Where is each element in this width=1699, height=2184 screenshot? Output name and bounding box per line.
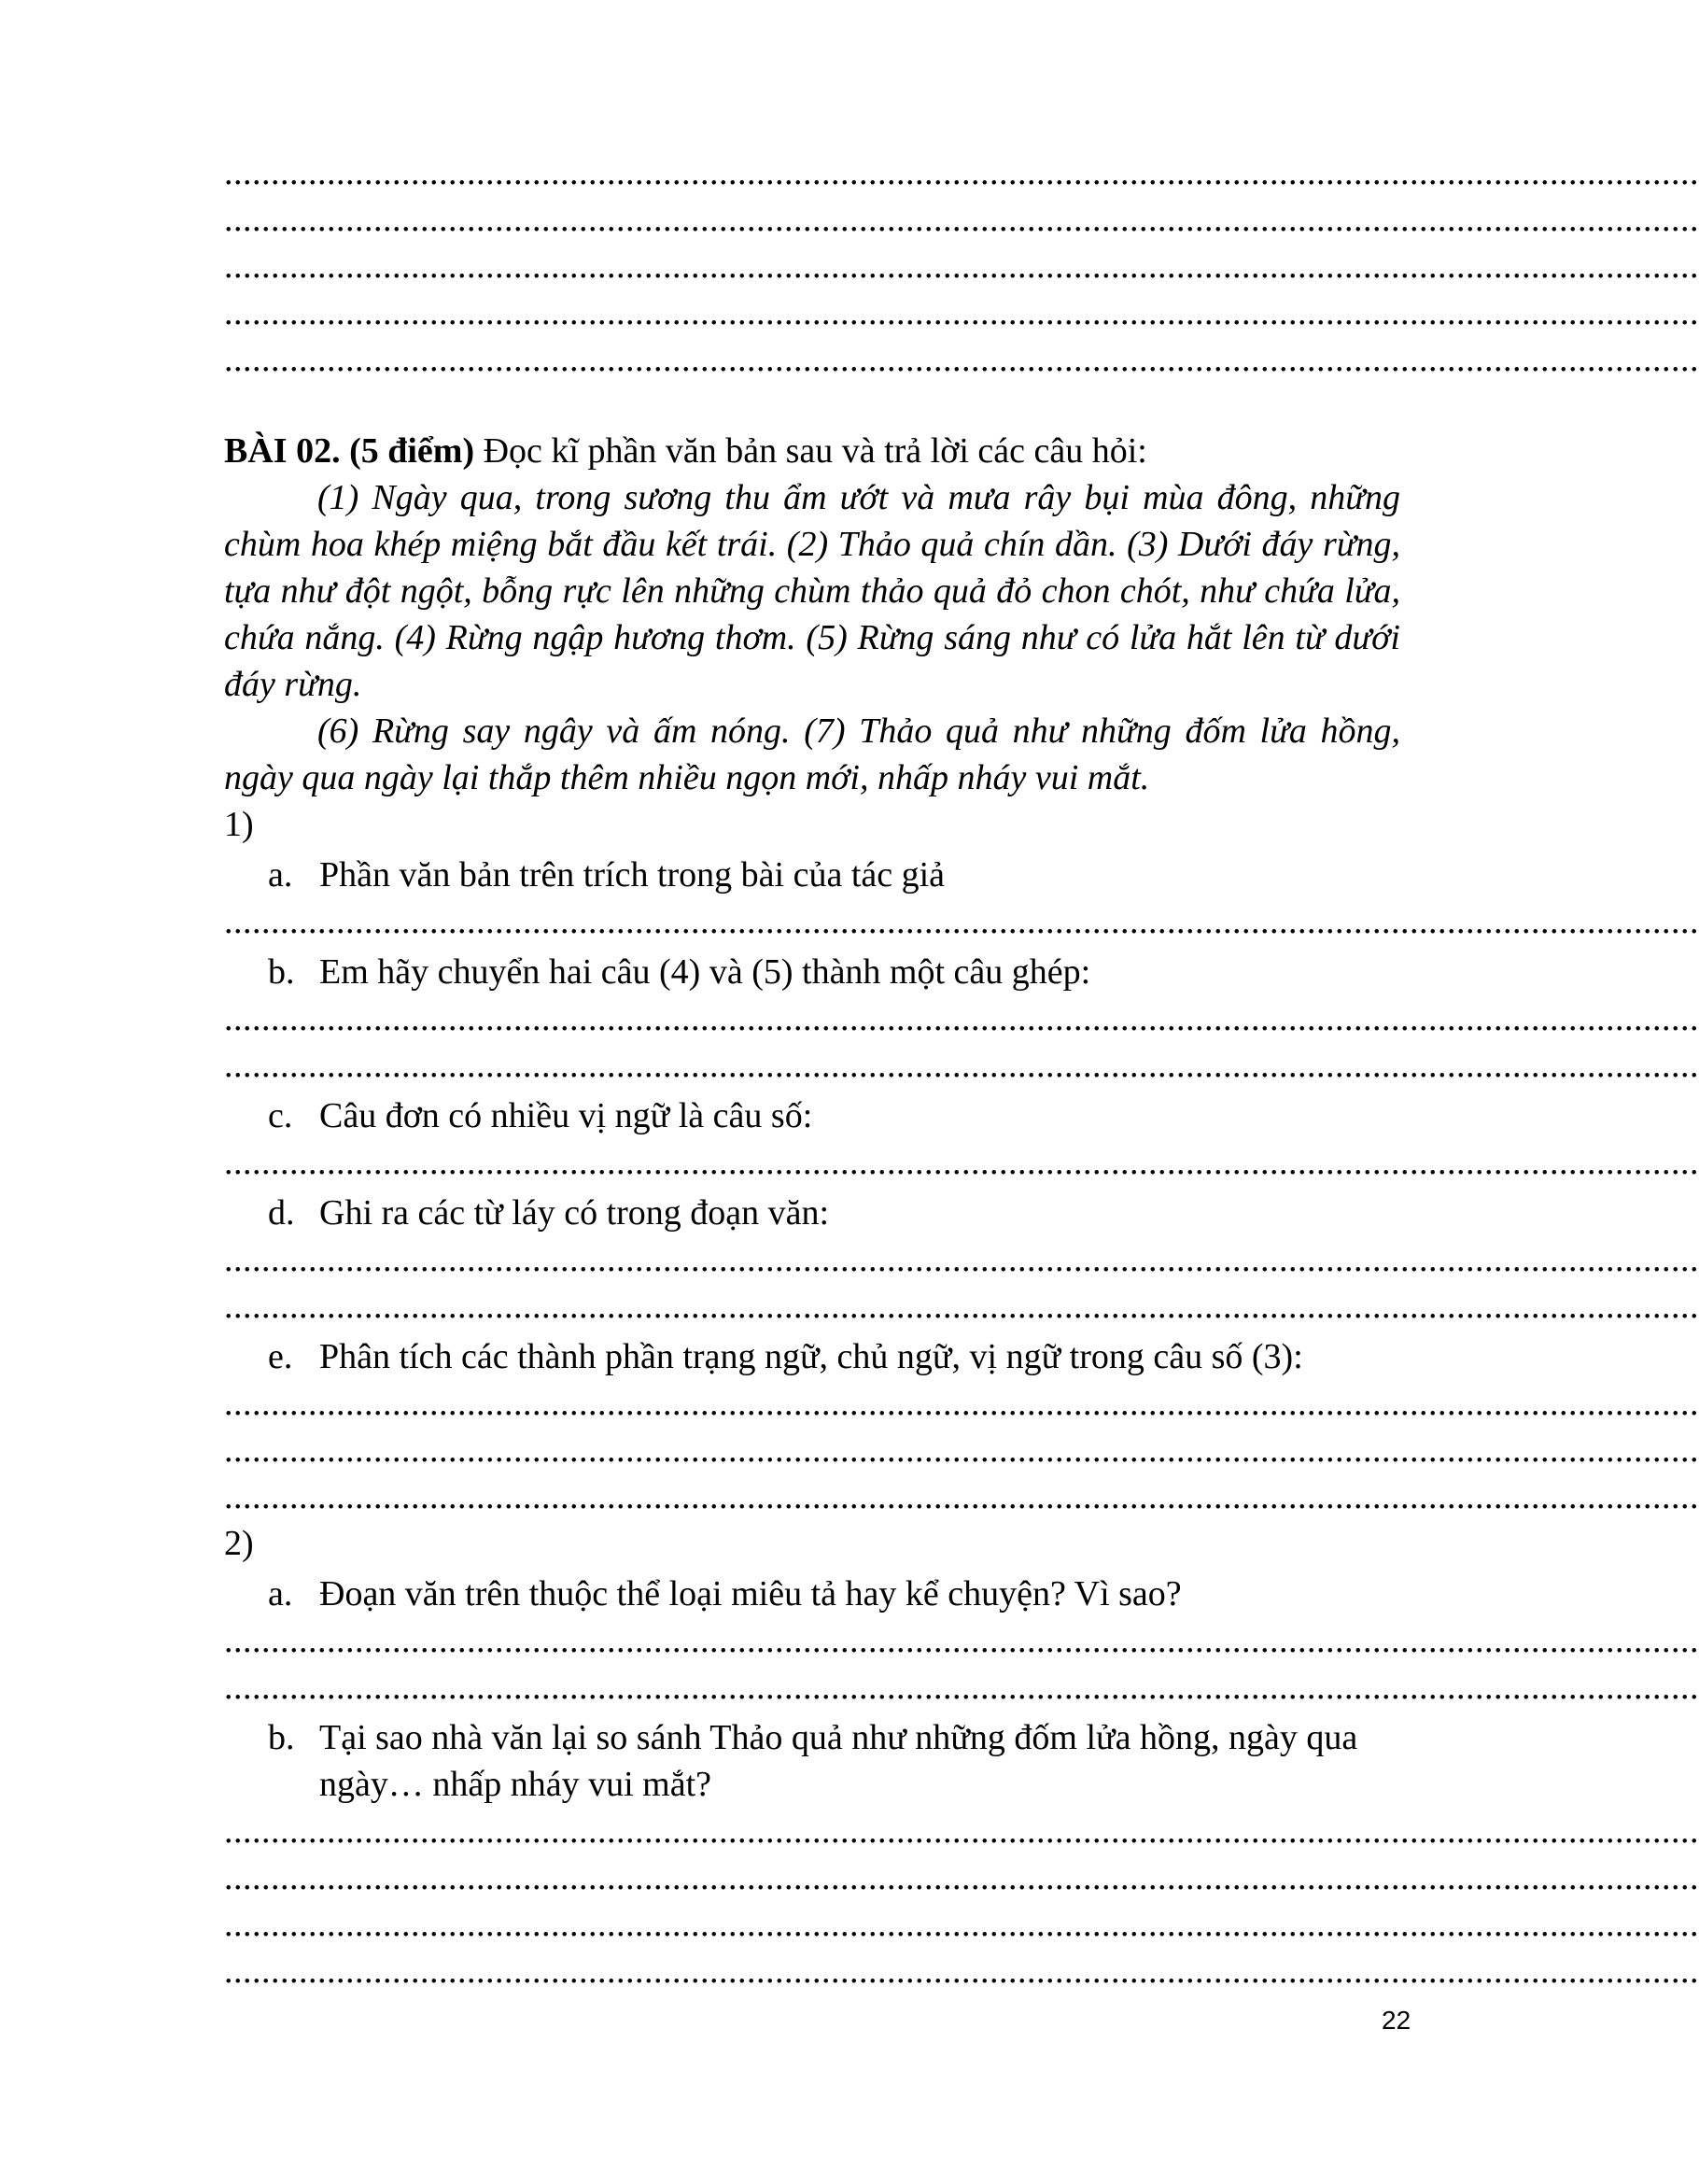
answer-line: ..............................................................................................................................................................	[224, 153, 1699, 192]
reading-passage	[224, 474, 1400, 801]
exercise-title: BÀI 02. (5 điểm)	[224, 431, 475, 471]
part-1-label: 1)	[224, 805, 254, 844]
answer-line: ..............................................................................................................................................................	[224, 902, 1699, 941]
question-text: Em hãy chuyển hai câu (4) và (5) thành một câu ghép:	[319, 952, 1091, 992]
answer-line: ..............................................................................................................................................................	[224, 1668, 1699, 1707]
answer-line: ..............................................................................................................................................................	[224, 1858, 1699, 1897]
answer-line: ..............................................................................................................................................................	[224, 1046, 1699, 1085]
question-text: Đoạn văn trên thuộc thể loại miêu tả hay kể chuyện? Vì sao?	[319, 1574, 1182, 1613]
answer-line: ..............................................................................................................................................................	[224, 1287, 1699, 1326]
part-2-label: 2)	[224, 1524, 254, 1563]
answer-line: ..............................................................................................................................................................	[224, 247, 1699, 286]
answer-line: ..............................................................................................................................................................	[224, 1811, 1699, 1851]
answer-line: ..............................................................................................................................................................	[224, 1384, 1699, 1423]
page-number: 22	[1382, 2006, 1411, 2035]
question-text: Phần văn bản trên trích trong bài của tác giả	[319, 855, 946, 895]
passage-paragraph-2: (6) Rừng say ngây và ấm nóng. (7) Thảo quả như những đốm lửa hồng, ngày qua ngày lại thắp thêm nhiều ngọn mới, nhấp nháy vui mắt.	[224, 712, 1400, 797]
passage-paragraph-1: (1) Ngày qua, trong sương thu ẩm ướt và mưa rây bụi mùa đông, những chùm hoa khép miệng bắt đầu kết trái. (2) Thảo quả chín dần. (3) Dưới đáy rừng, tựa như đột ngột, bỗng rực lên những chùm thảo quả đỏ chon chót, như chứa lửa, chứa nắng. (4) Rừng ngập hương thơm. (5) Rừng sáng như có lửa hắt lên từ dưới đáy rừng.	[224, 478, 1400, 704]
question-letter: d.	[268, 1193, 295, 1233]
answer-line: ..............................................................................................................................................................	[224, 1240, 1699, 1279]
answer-line: ..............................................................................................................................................................	[224, 340, 1699, 379]
answer-line: ..............................................................................................................................................................	[224, 1430, 1699, 1470]
question-letter: e.	[268, 1337, 293, 1376]
question-1d	[224, 1190, 1400, 1236]
answer-line: ..............................................................................................................................................................	[224, 1905, 1699, 1944]
question-1c	[224, 1092, 1400, 1139]
question-text: Tại sao nhà văn lại so sánh Thảo quả như những đốm lửa hồng, ngày qua ngày… nhấp nháy vui mắt?	[319, 1718, 1358, 1804]
question-letter: a.	[268, 855, 293, 895]
question-letter: b.	[268, 1718, 295, 1757]
question-2b	[224, 1714, 1400, 1808]
question-text: Câu đơn có nhiều vị ngữ là câu số:	[319, 1096, 813, 1135]
answer-line: ..............................................................................................................................................................	[224, 200, 1699, 239]
question-text: Ghi ra các từ láy có trong đoạn văn:	[319, 1193, 830, 1233]
answer-line: ..............................................................................................................................................................	[224, 293, 1699, 332]
exercise-heading	[224, 428, 1400, 474]
question-letter: a.	[268, 1574, 293, 1613]
question-text: Phân tích các thành phần trạng ngữ, chủ ngữ, vị ngữ trong câu số (3):	[319, 1337, 1303, 1376]
worksheet-page	[224, 149, 1699, 1994]
answer-line: ..............................................................................................................................................................	[224, 999, 1699, 1038]
question-2a	[224, 1571, 1400, 1617]
answer-line: ..............................................................................................................................................................	[224, 1143, 1699, 1182]
answer-line: ..............................................................................................................................................................	[224, 1952, 1699, 1991]
question-1a	[224, 852, 1400, 898]
answer-line: ..............................................................................................................................................................	[224, 1477, 1699, 1516]
question-letter: b.	[268, 952, 295, 992]
question-letter: c.	[268, 1096, 293, 1135]
exercise-instruction: Đọc kĩ phần văn bản sau và trả lời các câu hỏi:	[474, 431, 1147, 471]
question-1e	[224, 1333, 1400, 1380]
answer-line: ..............................................................................................................................................................	[224, 1621, 1699, 1660]
question-1b	[224, 949, 1400, 995]
